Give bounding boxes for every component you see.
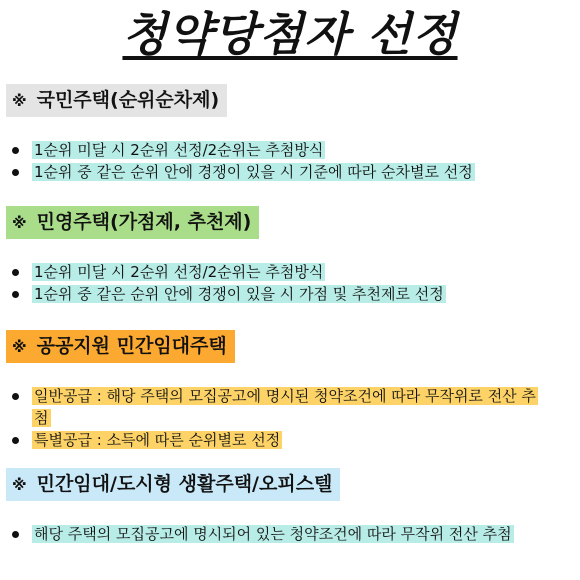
page-title-text: 청약당첨자 선정 <box>122 7 458 61</box>
list-item <box>0 385 552 429</box>
list-item-text: 1순위 중 같은 순위 안에 경쟁이 있을 시 기준에 따라 순차별로 선정 <box>34 163 473 181</box>
reference-mark: ※ <box>12 476 27 494</box>
list-item <box>0 161 552 183</box>
bullet-list <box>0 139 580 183</box>
list-item-text: 1순위 중 같은 순위 안에 경쟁이 있을 시 가점 및 추천제로 선정 <box>34 285 444 303</box>
list-item <box>0 429 552 451</box>
bullet-list <box>0 523 580 545</box>
section-public-rental <box>0 330 580 451</box>
section-private-housing <box>0 206 580 305</box>
list-item-text: 일반공급 : 해당 주택의 모집공고에 명시된 청약조건에 따라 무작위로 전산 추첨 <box>34 387 536 427</box>
section-heading-text: 민간임대/도시형 생활주택/오피스텔 <box>36 473 333 495</box>
list-item <box>0 283 552 305</box>
reference-mark: ※ <box>12 214 27 232</box>
section-heading <box>6 206 259 239</box>
section-heading <box>6 330 235 363</box>
reference-mark: ※ <box>12 92 27 110</box>
section-heading <box>6 468 340 501</box>
section-heading-text: 공공지원 민간임대주택 <box>36 335 227 357</box>
reference-mark: ※ <box>12 338 27 356</box>
section-national-housing <box>0 84 580 183</box>
section-heading <box>6 84 227 117</box>
bullet-list <box>0 385 580 451</box>
list-item-text: 1순위 미달 시 2순위 선정/2순위는 추첨방식 <box>34 141 324 159</box>
list-item-text: 1순위 미달 시 2순위 선정/2순위는 추첨방식 <box>34 263 324 281</box>
list-item-text: 특별공급 : 소득에 따른 순위별로 선정 <box>34 431 281 449</box>
section-heading-text: 민영주택(가점제, 추천제) <box>36 211 252 233</box>
list-item <box>0 523 552 545</box>
page-title <box>0 4 580 64</box>
section-heading-text: 국민주택(순위순차제) <box>36 89 220 111</box>
list-item <box>0 139 552 161</box>
section-private-rental <box>0 468 580 545</box>
list-item-text: 해당 주택의 모집공고에 명시되어 있는 청약조건에 따라 무작위 전산 추첨 <box>34 525 512 543</box>
bullet-list <box>0 261 580 305</box>
list-item <box>0 261 552 283</box>
